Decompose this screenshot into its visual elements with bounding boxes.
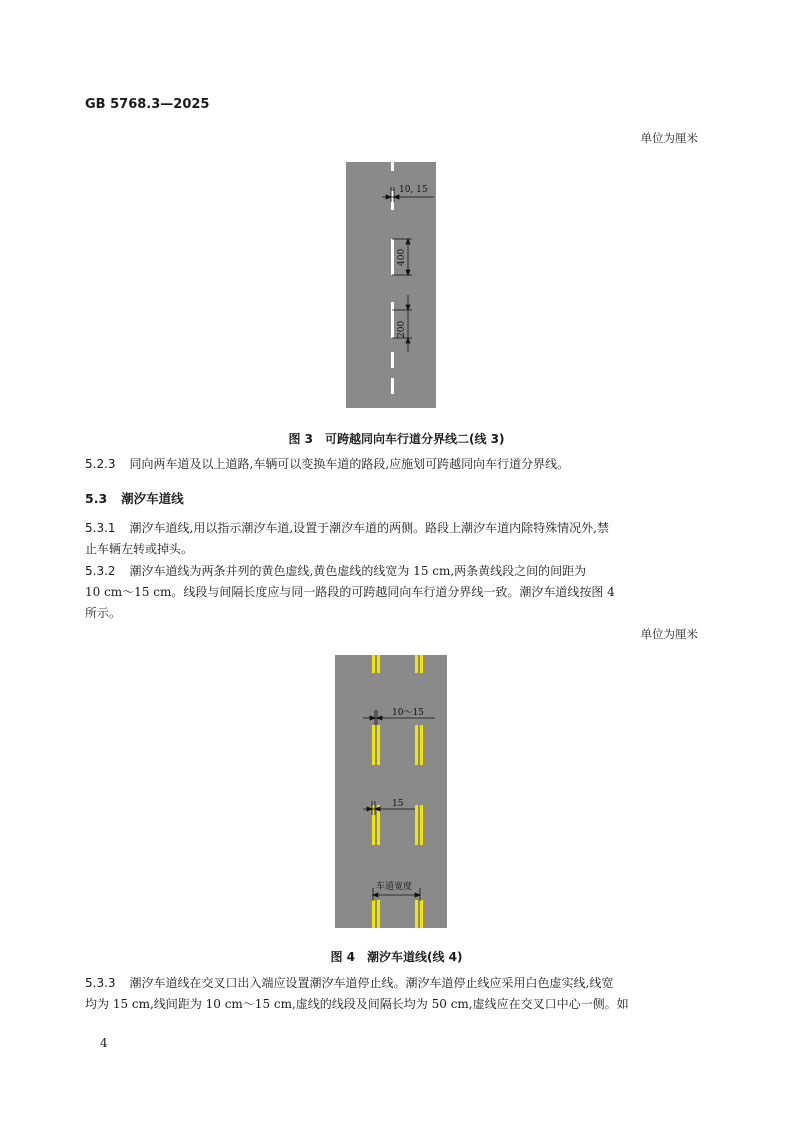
clause-text-line1: 潮汐车道线在交叉口出入端应设置潮汐车道停止线。潮汐车道停止线应采用白色虚实线,线宽 (129, 976, 614, 990)
figure-3-caption: 图 3 可跨越同向车行道分界线二(线 3) (288, 432, 505, 446)
section-number: 5.3 (85, 491, 108, 506)
para-5-3-2 (85, 561, 697, 624)
para-5-2-3 (85, 454, 697, 475)
clause-text-line2: 均为 15 cm,线间距为 10 cm～15 cm,虚线的线段及间隔长均为 50 cm,虚线应在交叉口中心一侧。如 (85, 997, 629, 1011)
clause-number: 5.3.1 (85, 521, 116, 535)
clause-text-line1: 潮汐车道线为两条并列的黄色虚线,黄色虚线的线宽为 15 cm,两条黄线段之间的间距为 (129, 564, 587, 578)
clause-text-line2: 止车辆左转或掉头。 (85, 542, 194, 556)
section-5-3-heading (85, 489, 184, 507)
dim-dash-label: 400 (397, 248, 407, 266)
figure-4-caption: 图 4 潮汐车道线(线 4) (330, 950, 463, 964)
clause-number: 5.2.3 (85, 457, 116, 471)
dash (391, 352, 394, 368)
clause-text-line3: 所示。 (85, 606, 122, 620)
section-title: 潮汐车道线 (121, 491, 184, 506)
clause-text: 同向两车道及以上道路,车辆可以变换车道的路段,应施划可跨越同向车行道分界线。 (129, 457, 570, 471)
dash (391, 191, 394, 210)
dim-gap-label: 10～15 (392, 708, 424, 718)
para-5-3-3 (85, 973, 697, 1015)
dash (391, 302, 394, 338)
dim-gap-label: 200 (397, 320, 407, 338)
standard-header: GB 5768.3—2025 (85, 97, 210, 112)
dash (391, 162, 394, 171)
unit-label-fig4: 单位为厘米 (640, 627, 698, 641)
figure-4-diagram (335, 655, 447, 928)
clause-number: 5.3.3 (85, 976, 116, 990)
unit-label-fig3: 单位为厘米 (640, 131, 698, 145)
dim-width-label: 10, 15 (399, 185, 428, 195)
clause-number: 5.3.2 (85, 564, 116, 578)
dash (391, 239, 394, 275)
figure-3-diagram (346, 162, 436, 408)
clause-text-line1: 潮汐车道线,用以指示潮汐车道,设置于潮汐车道的两侧。路段上潮汐车道内除特殊情况外,禁 (129, 521, 609, 535)
para-5-3-1 (85, 518, 697, 560)
dash (391, 378, 394, 394)
dim-width-label: 15 (392, 799, 404, 809)
dim-lane-label: 车道宽度 (376, 882, 413, 892)
page-number: 4 (100, 1036, 108, 1050)
clause-text-line2: 10 cm～15 cm。线段与间隔长度应与同一路段的可跨越同向车行道分界线一致。潮汐车道线按图 4 (85, 585, 615, 599)
